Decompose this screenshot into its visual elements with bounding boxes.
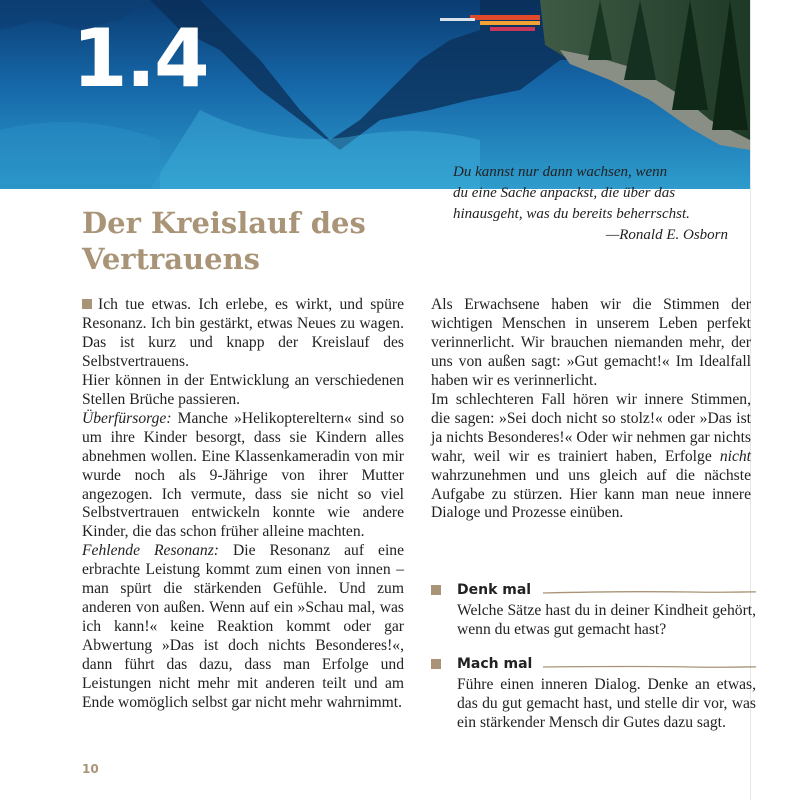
title-line-2: Vertrauens <box>82 242 260 276</box>
paragraph <box>82 542 404 713</box>
brush-line <box>431 655 756 675</box>
think-box-header <box>431 581 756 601</box>
section-title <box>82 205 422 277</box>
paragraph-text: wahrzunehmen und uns gleich auf die nächste Aufgabe zu stürzen. Hier kann man neue innere Dialoge und Prozesse einüben. <box>431 466 751 522</box>
think-box <box>431 581 756 639</box>
epigraph-quote <box>453 162 736 246</box>
brush-line <box>431 581 756 601</box>
paragraph <box>431 391 751 524</box>
quote-line: Du kannst nur dann wachsen, wenn <box>453 164 668 180</box>
square-bullet-icon <box>82 299 92 309</box>
chapter-number: 1.4 <box>72 12 208 105</box>
left-column <box>82 296 404 713</box>
right-column <box>431 296 751 523</box>
paragraph-label: Überfürsorge: <box>82 409 172 427</box>
paragraph: Hier können in der Entwicklung an verschiedenen Stellen Brüche passieren. <box>82 371 404 408</box>
think-box-label: Denk mal <box>457 582 532 598</box>
paragraph <box>82 410 404 543</box>
paragraph-label: Fehlende Resonanz: <box>82 542 219 560</box>
think-box-text: Welche Sätze hast du in deiner Kindheit gehört, wenn du etwas gut gemacht hast? <box>457 602 756 638</box>
quote-author: —Ronald E. Osborn <box>605 227 728 243</box>
emphasis: nicht <box>719 447 751 465</box>
do-box-text: Führe einen inneren Dialog. Denke an etwas, das du gut gemacht hast, und stelle dir vor, was ein stärkender Mensch dir Gutes dazu sagt. <box>457 676 756 731</box>
paragraph-text: Manche »Helikoptereltern« sind so um ihre Kinder besorgt, dass sie Kindern alles abnehmen wollen. Eine Klassenkameradin von mir wurde noch als 9-Jährige von ihrer Mutter angezogen. Ich vermute, dass sie nicht so viel Selbstvertrauen entwickeln konnte wie andere Kinder, die das schon früher alleine machten. <box>82 409 404 541</box>
paragraph <box>82 296 404 372</box>
page-number: 10 <box>82 762 99 776</box>
do-box-header <box>431 655 756 675</box>
paragraph-text: Die Resonanz auf eine erbrachte Leistung kommt zum einen von innen – man spürt die stärkenden Gefühle. Und zum anderen von außen. Wenn auf ein »Schau mal, was ich kann!« keine Reaktion kommt oder gar Abwertung »Das ist doch nichts Besonderes!«, dann führt das dazu, dass man Erfolge und Leistungen nicht mehr mit anderen teilt und am Ende womöglich selbst gar nicht mehr wahrnimmt. <box>82 542 404 712</box>
paragraph-text: Im schlechteren Fall hören wir innere Stimmen, die sagen: »Sei doch nicht so stolz!« oder »Das ist ja nichts Besonderes!« Oder wir nehmen gar nichts wahr, weil wir es trainiert haben, Erfolge <box>431 390 751 465</box>
quote-line: hinausgeht, was du bereits beherrschst. <box>453 206 690 222</box>
quote-line: du eine Sache anpackst, die über das <box>453 185 676 201</box>
do-box-label: Mach mal <box>457 656 533 672</box>
do-box <box>431 655 756 732</box>
paragraph-text: Ich tue etwas. Ich erlebe, es wirkt, und spüre Resonanz. Ich bin gestärkt, etwas Neues zu wagen. Das ist kurz und knapp der Kreislauf des Selbstvertrauens. <box>82 296 404 370</box>
title-line-1: Der Kreislauf des <box>82 206 366 240</box>
paragraph: Als Erwachsene haben wir die Stimmen der wichtigen Menschen in unserem Leben perfekt verinnerlicht. Wir brauchen niemanden mehr, der uns von außen sagt: »Gut gemacht!« Im Idealfall haben wir es verinnerlicht. <box>431 296 751 389</box>
